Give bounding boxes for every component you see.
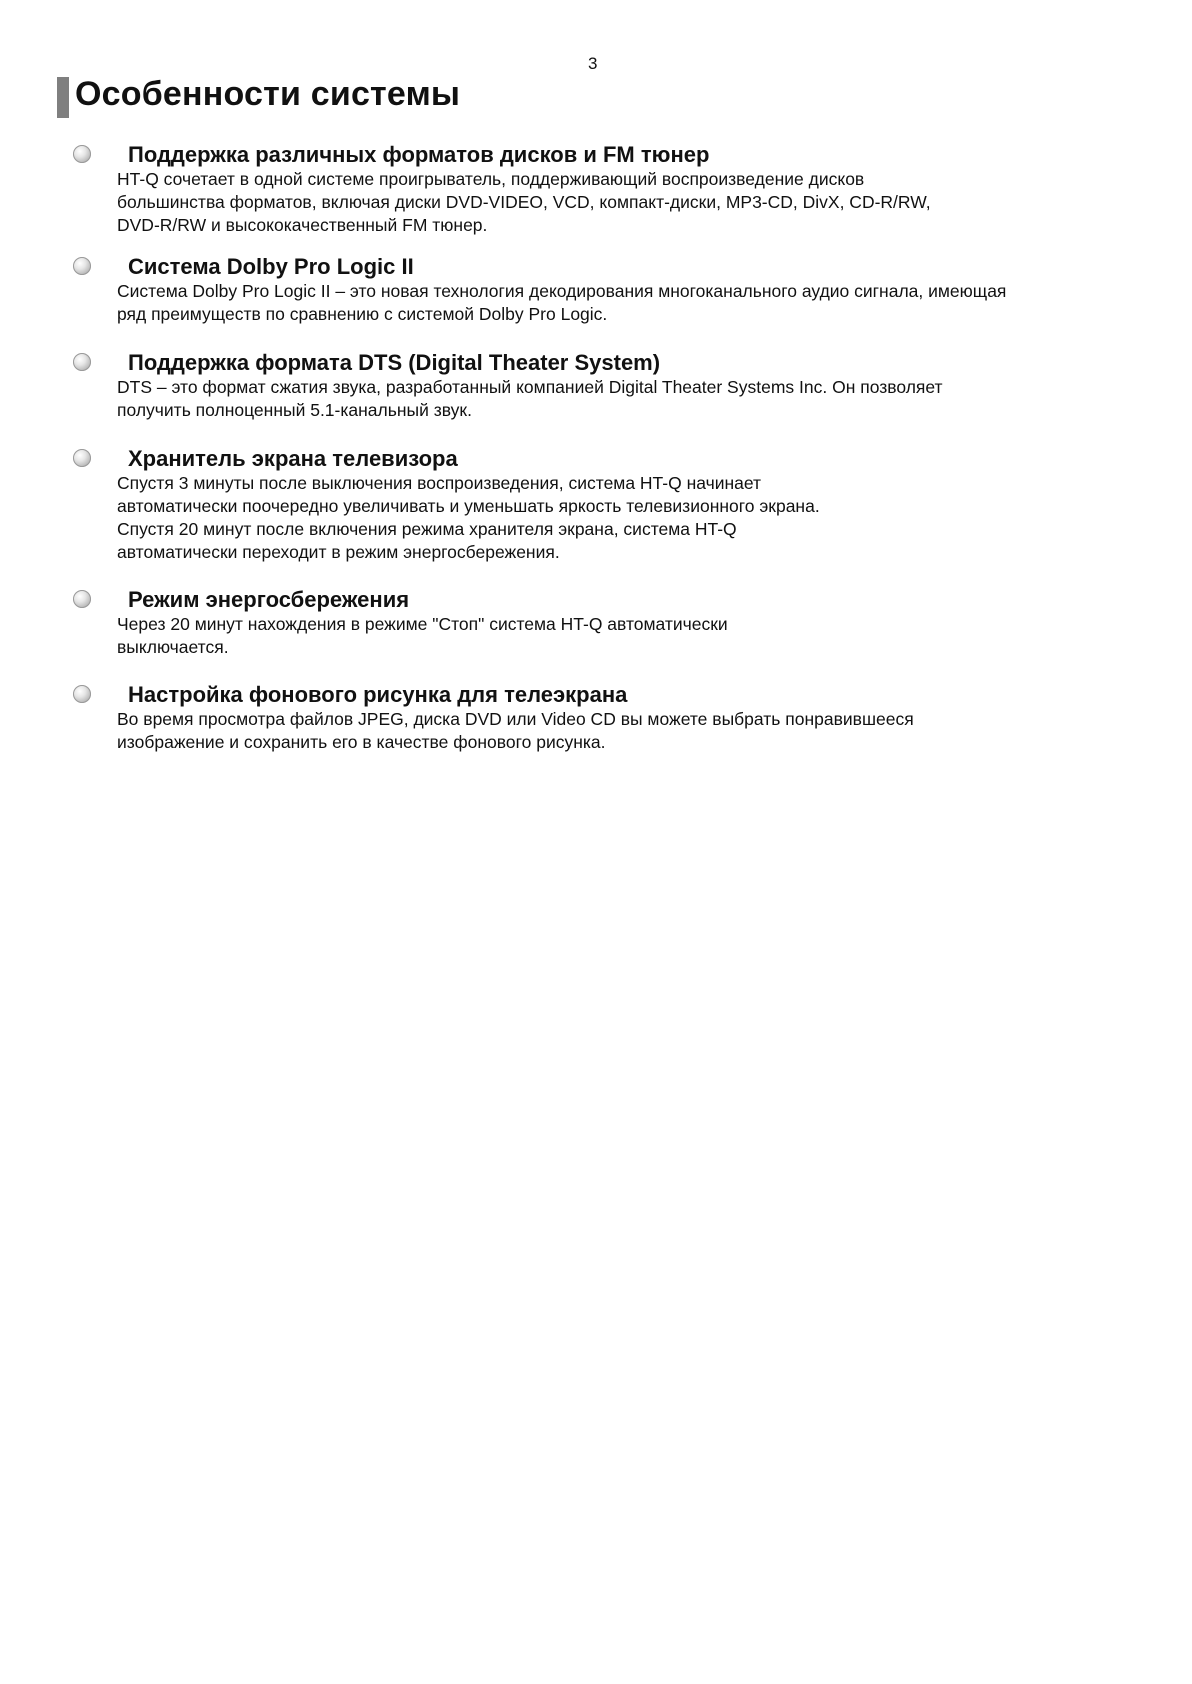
feature-heading: Настройка фонового рисунка для телеэкрана [128, 682, 628, 707]
feature-body: Во время просмотра файлов JPEG, диска DVD или Video CD вы можете выбрать понравившееся изображение и сохранить его в качестве фонового рисунка. [117, 709, 914, 752]
feature-body: Спустя 3 минуты после выключения воспроизведения, система HT-Q начинает автоматически поочередно увеличивать и уменьшать яркость телевизионного экрана. Спустя 20 минут после включения режима хранителя экрана, система HT-Q автоматически переходит в режим энергосбережения. [117, 473, 820, 562]
feature-background-picture [70, 682, 1160, 754]
feature-body: Система Dolby Pro Logic II – это новая технология декодирования многоканального аудио сигнала, имеющая ряд преимуществ по сравнению с системой Dolby Pro Logic. [117, 281, 1007, 324]
bullet-circle-icon [73, 685, 91, 703]
bullet-circle-icon [73, 257, 91, 275]
feature-dolby-pro-logic [70, 254, 1160, 326]
feature-body: HT-Q сочетает в одной системе проигрыватель, поддерживающий воспроизведение дисков большинства форматов, включая диски DVD-VIDEO, VCD, компакт-диски, MP3-CD, DivX, CD-R/RW, DVD-R/RW и высококачественный FM тюнер. [117, 169, 931, 235]
feature-heading: Поддержка формата DTS (Digital Theater System) [128, 350, 661, 375]
feature-screensaver [70, 446, 1160, 564]
feature-body: Через 20 минут нахождения в режиме "Стоп" система HT-Q автоматически выключается. [117, 614, 728, 657]
feature-dts [70, 350, 1160, 422]
page-number: 3 [588, 54, 598, 73]
feature-heading: Режим энергосбережения [128, 587, 410, 612]
feature-power-saving [70, 587, 1160, 659]
bullet-circle-icon [73, 590, 91, 608]
feature-body: DTS – это формат сжатия звука, разработанный компанией Digital Theater Systems Inc. Он позволяет получить полноценный 5.1-канальный звук. [117, 377, 943, 420]
bullet-circle-icon [73, 145, 91, 163]
feature-heading: Поддержка различных форматов дисков и FM тюнер [128, 142, 710, 167]
feature-disc-formats [70, 142, 1160, 237]
bullet-circle-icon [73, 353, 91, 371]
page-title: Особенности системы [75, 75, 461, 113]
feature-heading: Хранитель экрана телевизора [128, 446, 458, 471]
features-list [70, 142, 1160, 754]
title-accent-bar [57, 77, 69, 118]
feature-heading: Система Dolby Pro Logic II [128, 254, 414, 279]
bullet-circle-icon [73, 449, 91, 467]
